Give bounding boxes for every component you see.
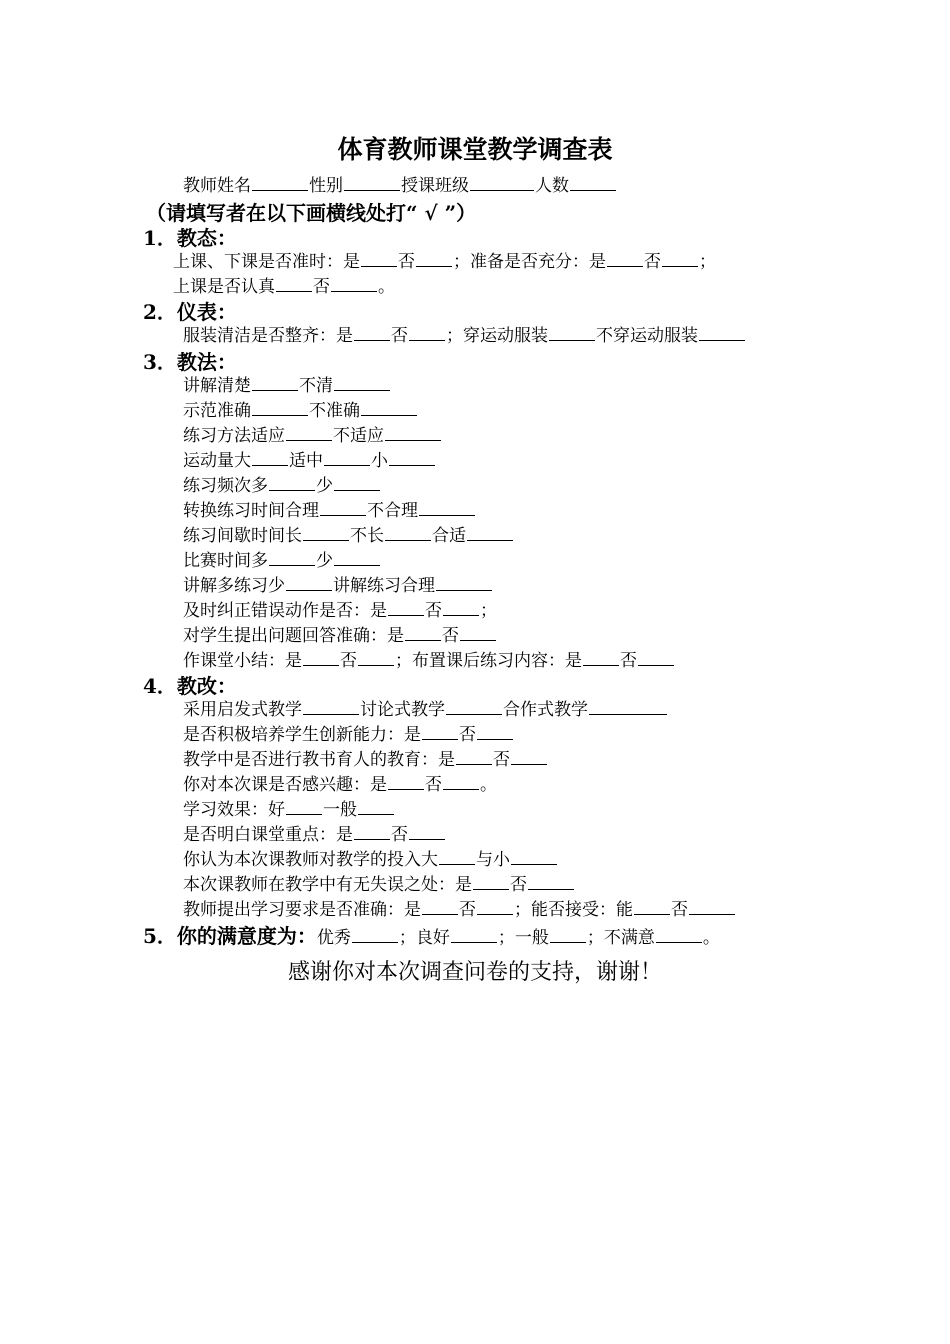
blank[interactable] xyxy=(416,250,452,267)
blank[interactable] xyxy=(460,624,496,641)
option-label: 本次课教师在教学中有无失误之处：是 xyxy=(183,875,472,895)
blank[interactable] xyxy=(358,649,394,666)
punct: 。 xyxy=(378,277,395,297)
s4-row-8 xyxy=(183,873,575,898)
blank[interactable] xyxy=(331,275,377,292)
s2-no-sportswear-label: 不穿运动服装 xyxy=(596,326,698,346)
blank[interactable] xyxy=(354,324,390,341)
no-label: 否 xyxy=(644,252,661,272)
option-label: 优秀 xyxy=(316,928,351,948)
blank[interactable] xyxy=(662,250,698,267)
punct: 。 xyxy=(480,775,497,795)
header-fields-row xyxy=(183,174,617,199)
option-label: 你认为本次课教师对教学的投入大 xyxy=(183,850,438,870)
blank[interactable] xyxy=(511,748,547,765)
section-1-heading: 1．教态： xyxy=(143,226,237,250)
gender-label: 性别 xyxy=(309,176,343,196)
blank[interactable] xyxy=(439,848,475,865)
no-label: 否 xyxy=(620,651,637,671)
blank[interactable] xyxy=(443,599,479,616)
s4-row-3 xyxy=(183,748,548,773)
option-label: 教学中是否进行教书育人的教育：是 xyxy=(183,750,455,770)
blank[interactable] xyxy=(286,424,332,441)
teacher-name-blank[interactable] xyxy=(252,174,308,191)
option-label: 讲解多练习少 xyxy=(183,576,285,596)
blank[interactable] xyxy=(528,873,574,890)
s1-prepared-label: ；准备是否充分：是 xyxy=(453,252,606,272)
blank[interactable] xyxy=(252,374,298,391)
blank[interactable] xyxy=(303,698,359,715)
no-label: 否 xyxy=(340,651,357,671)
option-label: 运动量大 xyxy=(183,451,251,471)
blank[interactable] xyxy=(303,649,339,666)
blank[interactable] xyxy=(634,898,670,915)
blank[interactable] xyxy=(549,324,595,341)
no-label: 否 xyxy=(510,875,527,895)
count-label: 人数 xyxy=(535,176,569,196)
section-4-heading: 4．教改： xyxy=(143,674,237,698)
blank[interactable] xyxy=(583,649,619,666)
s3-row-7 xyxy=(183,524,514,549)
option-label: ；一般 xyxy=(497,928,549,948)
option-label: 不适应 xyxy=(333,426,384,446)
no-label: 否 xyxy=(313,277,330,297)
s1-row-1 xyxy=(173,250,716,275)
option-label: ；良好 xyxy=(398,928,450,948)
gender-blank[interactable] xyxy=(344,174,400,191)
option-label: 合适 xyxy=(432,526,466,546)
blank[interactable] xyxy=(511,848,557,865)
blank[interactable] xyxy=(409,324,445,341)
blank[interactable] xyxy=(389,449,435,466)
s1-on-time-label: 上课、下课是否准时：是 xyxy=(173,252,360,272)
blank[interactable] xyxy=(446,698,502,715)
blank[interactable] xyxy=(451,926,497,943)
blank[interactable] xyxy=(456,748,492,765)
s3-row-6 xyxy=(183,499,476,524)
option-label: 与小 xyxy=(476,850,510,870)
s3-row-4 xyxy=(183,449,436,474)
no-label: 否 xyxy=(425,601,442,621)
section-2-heading: 2．仪表： xyxy=(143,300,237,324)
s4-row-7 xyxy=(183,848,558,873)
option-label: 你对本次课是否感兴趣：是 xyxy=(183,775,387,795)
blank[interactable] xyxy=(550,926,586,943)
blank[interactable] xyxy=(334,374,390,391)
blank[interactable] xyxy=(354,823,390,840)
blank[interactable] xyxy=(477,898,513,915)
class-label: 授课班级 xyxy=(401,176,469,196)
punct: ； xyxy=(480,601,497,621)
s3-row-8 xyxy=(183,549,381,574)
blank[interactable] xyxy=(473,873,509,890)
blank[interactable] xyxy=(352,926,398,943)
s3-row-3 xyxy=(183,424,442,449)
blank[interactable] xyxy=(388,773,424,790)
section-3-heading: 3．教法： xyxy=(143,350,237,374)
blank[interactable] xyxy=(303,524,349,541)
blank[interactable] xyxy=(358,798,394,815)
blank[interactable] xyxy=(477,723,513,740)
no-label: 否 xyxy=(442,626,459,646)
option-label: 采用启发式教学 xyxy=(183,700,302,720)
no-label: 否 xyxy=(398,252,415,272)
option-label: ；不满意 xyxy=(586,928,655,948)
blank[interactable] xyxy=(699,324,745,341)
no-label: 否 xyxy=(459,725,476,745)
s3-row-9 xyxy=(183,574,493,599)
option-label: 不长 xyxy=(350,526,384,546)
option-label: 讲解练习合理 xyxy=(333,576,435,596)
section-5-row xyxy=(143,923,720,951)
blank[interactable] xyxy=(269,474,315,491)
blank[interactable] xyxy=(405,624,441,641)
blank[interactable] xyxy=(388,599,424,616)
option-label: 少 xyxy=(316,476,333,496)
s4-row-9 xyxy=(183,898,736,923)
section-5-heading: 5．你的满意度为： xyxy=(143,924,317,948)
s2-sportswear-label: ；穿运动服装 xyxy=(446,326,548,346)
blank[interactable] xyxy=(252,399,308,416)
no-label: 否 xyxy=(459,900,476,920)
blank[interactable] xyxy=(361,250,397,267)
blank[interactable] xyxy=(269,549,315,566)
s2-clean-label: 服装清洁是否整齐：是 xyxy=(183,326,353,346)
option-label: 教师提出学习要求是否准确：是 xyxy=(183,900,421,920)
option-label: 不准确 xyxy=(309,401,360,421)
blank[interactable] xyxy=(467,524,513,541)
s3-row-1 xyxy=(183,374,391,399)
page-title: 体育教师课堂教学调查表 xyxy=(337,135,613,164)
no-label: 否 xyxy=(671,900,688,920)
blank[interactable] xyxy=(286,798,322,815)
option-label: ；能否接受：能 xyxy=(514,900,633,920)
instruction-note: （请填写者在以下画横线处打“ √ ”） xyxy=(146,201,477,225)
s1-serious-label: 上课是否认真 xyxy=(173,277,275,297)
blank[interactable] xyxy=(252,449,288,466)
blank[interactable] xyxy=(443,773,479,790)
blank[interactable] xyxy=(334,549,380,566)
option-label: 适中 xyxy=(289,451,323,471)
s4-row-2 xyxy=(183,723,514,748)
blank[interactable] xyxy=(638,649,674,666)
s1-row-2 xyxy=(173,275,395,300)
teacher-name-label: 教师姓名 xyxy=(183,176,251,196)
no-label: 否 xyxy=(493,750,510,770)
s3-row-2 xyxy=(183,399,418,424)
blank[interactable] xyxy=(385,424,441,441)
option-label: 作课堂小结：是 xyxy=(183,651,302,671)
blank[interactable] xyxy=(385,524,431,541)
blank[interactable] xyxy=(361,399,417,416)
s3-row-10 xyxy=(183,599,497,624)
blank[interactable] xyxy=(607,250,643,267)
blank[interactable] xyxy=(656,926,702,943)
option-label: 比赛时间多 xyxy=(183,551,268,571)
s2-row-1 xyxy=(183,324,746,349)
option-label: 练习方法适应 xyxy=(183,426,285,446)
no-label: 否 xyxy=(391,326,408,346)
no-label: 否 xyxy=(425,775,442,795)
punct: ； xyxy=(699,252,716,272)
s4-row-4 xyxy=(183,773,497,798)
blank[interactable] xyxy=(409,823,445,840)
s3-row-11 xyxy=(183,624,497,649)
option-label: 是否积极培养学生创新能力：是 xyxy=(183,725,421,745)
option-label: 学习效果：好 xyxy=(183,800,285,820)
blank[interactable] xyxy=(422,723,458,740)
blank[interactable] xyxy=(334,474,380,491)
blank[interactable] xyxy=(276,275,312,292)
no-label: 否 xyxy=(391,825,408,845)
s4-row-6 xyxy=(183,823,446,848)
option-label: 合作式教学 xyxy=(503,700,588,720)
option-label: 练习频次多 xyxy=(183,476,268,496)
option-label: 及时纠正错误动作是否：是 xyxy=(183,601,387,621)
option-label: ；布置课后练习内容：是 xyxy=(395,651,582,671)
punct: 。 xyxy=(702,928,720,948)
option-label: 讲解清楚 xyxy=(183,376,251,396)
option-label: 小 xyxy=(371,451,388,471)
blank[interactable] xyxy=(436,574,492,591)
option-label: 不清 xyxy=(299,376,333,396)
blank[interactable] xyxy=(419,499,475,516)
class-blank[interactable] xyxy=(470,174,534,191)
option-label: 不合理 xyxy=(367,501,418,521)
blank[interactable] xyxy=(422,898,458,915)
option-label: 对学生提出问题回答准确：是 xyxy=(183,626,404,646)
option-label: 讨论式教学 xyxy=(360,700,445,720)
blank[interactable] xyxy=(320,499,366,516)
blank[interactable] xyxy=(589,698,667,715)
option-label: 练习间歇时间长 xyxy=(183,526,302,546)
option-label: 转换练习时间合理 xyxy=(183,501,319,521)
option-label: 少 xyxy=(316,551,333,571)
count-blank[interactable] xyxy=(570,174,616,191)
blank[interactable] xyxy=(286,574,332,591)
blank[interactable] xyxy=(689,898,735,915)
s4-row-1 xyxy=(183,698,668,723)
s3-row-5 xyxy=(183,474,381,499)
option-label: 一般 xyxy=(323,800,357,820)
option-label: 是否明白课堂重点：是 xyxy=(183,825,353,845)
s3-row-12 xyxy=(183,649,675,674)
blank[interactable] xyxy=(324,449,370,466)
s4-row-5 xyxy=(183,798,395,823)
option-label: 示范准确 xyxy=(183,401,251,421)
thanks-message: 感谢你对本次调查问卷的支持，谢谢！ xyxy=(287,960,662,985)
